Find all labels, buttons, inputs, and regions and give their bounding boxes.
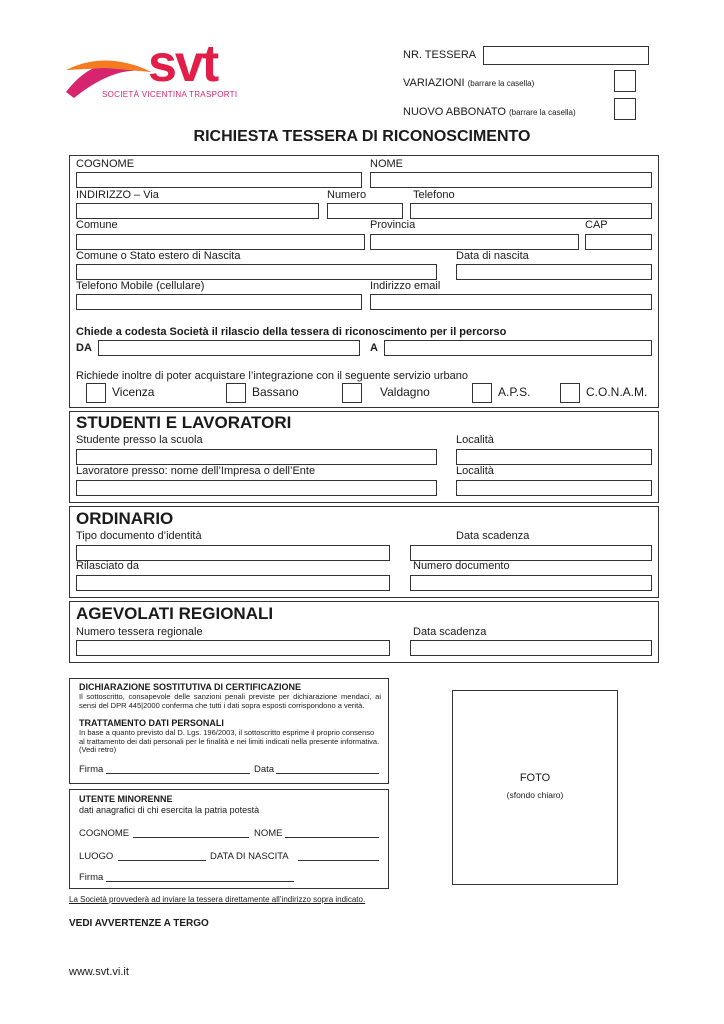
indirizzo-label: INDIRIZZO – Via <box>76 189 159 201</box>
variazioni-text: VARIAZIONI <box>403 77 465 89</box>
bassano-checkbox[interactable] <box>226 383 246 403</box>
minorenne-luogo-line[interactable] <box>118 860 206 861</box>
variazioni-label <box>403 77 534 89</box>
numero-tessera-label: Numero tessera regionale <box>76 626 203 638</box>
minorenne-firma-label: Firma <box>79 872 104 883</box>
data-nascita-label: Data di nascita <box>456 250 529 262</box>
minorenne-cognome-line[interactable] <box>133 837 249 838</box>
rilasciato-field[interactable] <box>76 575 390 591</box>
dichiarazione-title: DICHIARAZIONE SOSTITUTIVA DI CERTIFICAZIONE <box>79 682 301 692</box>
cognome-field[interactable] <box>76 172 362 188</box>
vicenza-label: Vicenza <box>112 385 155 399</box>
nr-tessera-label: NR. TESSERA <box>403 49 477 61</box>
footer-note: La Società provvederà ad inviare la tessera direttamente all’indirizzo sopra indicato. <box>69 895 366 904</box>
foto-box[interactable] <box>452 690 618 885</box>
avvertenze-text: VEDI AVVERTENZE A TERGO <box>69 918 209 929</box>
page-title: RICHIESTA TESSERA DI RICONOSCIMENTO <box>193 128 531 145</box>
firma-line[interactable] <box>106 773 250 774</box>
logo-subtitle: SOCIETÀ VICENTINA TRASPORTI <box>102 90 238 99</box>
studenti-title: STUDENTI E LAVORATORI <box>76 413 292 432</box>
data-scadenza-field[interactable] <box>410 545 652 561</box>
aps-checkbox[interactable] <box>472 383 492 403</box>
foto-note: (sfondo chiaro) <box>506 790 564 800</box>
data-line[interactable] <box>276 773 379 774</box>
agevolati-scadenza-field[interactable] <box>410 640 652 656</box>
localita1-field[interactable] <box>456 449 652 465</box>
a-field[interactable] <box>384 340 652 356</box>
lavoratore-label: Lavoratore presso: nome dell’Impresa o dell’Ente <box>76 465 316 477</box>
numero-doc-label: Numero documento <box>413 560 510 572</box>
foto-label: FOTO <box>519 772 551 784</box>
nome-field[interactable] <box>370 172 652 188</box>
variazioni-note: (barrare la casella) <box>467 79 535 88</box>
data-nascita-field[interactable] <box>456 264 652 280</box>
lavoratore-field[interactable] <box>76 480 437 496</box>
minorenne-nome-line[interactable] <box>285 837 379 838</box>
scuola-field[interactable] <box>76 449 437 465</box>
comune-nascita-field[interactable] <box>76 264 437 280</box>
nuovo-abbonato-label <box>403 106 576 118</box>
privacy-text: In base a quanto previsto dal D. Lgs. 196/2003, il sottoscritto esprime il proprio consenso al trattamento dei dati personali per le finalità e nei limiti indicati nella presente informativa. (Vedi retro) <box>79 728 380 754</box>
website-link[interactable]: www.svt.vi.it <box>69 966 129 978</box>
conam-checkbox[interactable] <box>560 383 580 403</box>
nr-tessera-field[interactable] <box>483 46 649 65</box>
minorenne-firma-line[interactable] <box>106 881 294 882</box>
data-scadenza-label: Data scadenza <box>456 530 530 542</box>
minorenne-nome-label: NOME <box>254 828 283 839</box>
logo-text: svt <box>148 35 218 93</box>
a-label: A <box>370 342 378 354</box>
da-field[interactable] <box>98 340 360 356</box>
cognome-label: COGNOME <box>76 158 135 170</box>
email-label: Indirizzo email <box>370 280 441 292</box>
svt-logo <box>66 35 266 110</box>
tipo-doc-field[interactable] <box>76 545 390 561</box>
cap-field[interactable] <box>585 234 652 250</box>
nome-label: NOME <box>370 158 403 170</box>
valdagno-label: Valdagno <box>380 385 430 399</box>
nuovo-abbonato-text: NUOVO ABBONATO <box>403 106 506 118</box>
indirizzo-field[interactable] <box>76 203 319 219</box>
comune-label: Comune <box>76 219 118 231</box>
ordinario-title: ORDINARIO <box>76 509 174 528</box>
scuola-label: Studente presso la scuola <box>76 434 203 446</box>
tipo-doc-label: Tipo documento d’identità <box>76 530 202 542</box>
numero-tessera-field[interactable] <box>76 640 390 656</box>
variazioni-checkbox[interactable] <box>614 70 636 92</box>
minorenne-data-nascita-label: DATA DI NASCITA <box>210 851 289 862</box>
numero-label: Numero <box>327 189 367 201</box>
vicenza-checkbox[interactable] <box>86 383 106 403</box>
rilasciato-label: Rilasciato da <box>76 560 139 572</box>
dichiarazione-text: Il sottoscritto, consapevole delle sanzioni penali previste per dichiarazione mendaci, ai sensi del DPR 445|2000 conferma che tutti i dati sopra esposti corrispondono a verità. <box>79 692 381 710</box>
nuovo-abbonato-checkbox[interactable] <box>614 98 636 120</box>
da-label: DA <box>76 342 92 354</box>
data-label: Data <box>254 764 275 775</box>
bassano-label: Bassano <box>252 385 299 399</box>
conam-label: C.O.N.A.M. <box>586 385 648 399</box>
minorenne-subtitle: dati anagrafici di chi esercita la patria potestà <box>79 805 260 815</box>
minorenne-box <box>69 789 389 889</box>
cap-label: CAP <box>585 219 608 231</box>
nuovo-abbonato-note: (barrare la casella) <box>508 108 576 117</box>
richiesta-text: Chiede a codesta Società il rilascio della tessera di riconoscimento per il percorso <box>76 326 507 338</box>
firma-label: Firma <box>79 764 104 775</box>
minorenne-cognome-label: COGNOME <box>79 828 130 839</box>
agevolati-title: AGEVOLATI REGIONALI <box>76 604 274 623</box>
email-field[interactable] <box>370 294 652 310</box>
aps-label: A.P.S. <box>498 385 531 399</box>
provincia-field[interactable] <box>370 234 579 250</box>
comune-field[interactable] <box>76 234 365 250</box>
valdagno-checkbox[interactable] <box>342 383 362 403</box>
privacy-title: TRATTAMENTO DATI PERSONALI <box>79 718 224 728</box>
comune-nascita-label: Comune o Stato estero di Nascita <box>76 250 241 262</box>
localita2-field[interactable] <box>456 480 652 496</box>
mobile-field[interactable] <box>76 294 362 310</box>
agevolati-scadenza-label: Data scadenza <box>413 626 487 638</box>
telefono-label: Telefono <box>413 189 455 201</box>
provincia-label: Provincia <box>370 219 416 231</box>
numero-doc-field[interactable] <box>410 575 652 591</box>
minorenne-luogo-label: LUOGO <box>79 851 114 862</box>
localita1-label: Località <box>456 434 494 446</box>
numero-field[interactable] <box>327 203 403 219</box>
localita2-label: Località <box>456 465 494 477</box>
minorenne-data-nascita-line[interactable] <box>298 860 379 861</box>
integrazione-text: Richiede inoltre di poter acquistare l’integrazione con il seguente servizio urbano <box>76 370 468 382</box>
minorenne-title: UTENTE MINORENNE <box>79 794 173 804</box>
mobile-label: Telefono Mobile (cellulare) <box>76 280 205 292</box>
telefono-field[interactable] <box>410 203 652 219</box>
